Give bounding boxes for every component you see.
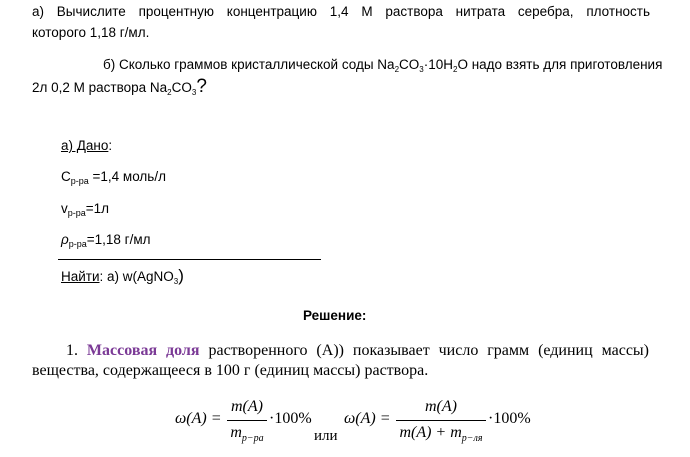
formula2-numerator: m(A) [425, 398, 457, 415]
problem-b-line1: б) Сколько граммов кристаллической соды $Na_2CO_3\cdot 10H_2O$ надо взять для приготовления [103, 57, 663, 74]
formula-mass-fraction-2 [344, 398, 544, 448]
formula1-numerator: m(A) [231, 398, 263, 415]
problem-a-line2: которого 1,18 г/мл. [32, 25, 150, 40]
formula2-tail: ·100% [488, 410, 531, 427]
given-concentration: $C_{р-ра} =1,4$ моль/л [61, 169, 166, 186]
formula2-fraction [396, 398, 486, 448]
problem-b-line2: 2л 0,2 М раствора $Na_2CO_3$? [32, 76, 207, 97]
formula1-denominator: $m_{р-ра}$ [230, 424, 264, 444]
solution-title: Решение: [303, 308, 367, 323]
given-divider [58, 259, 321, 260]
formula1-tail: ·100% [269, 410, 312, 427]
find-line: Найти: а) w(AgNO$_3$) [61, 266, 184, 286]
solution-paragraph-line2: вещества, содержащееся в 100 г (единиц массы) раствора. [32, 362, 429, 379]
given-density: $\rho_{р-ра}=1,18$ г/мл [61, 232, 151, 249]
formula2-lhs: ω(A) = [344, 410, 391, 427]
formula2-fraction-bar [396, 420, 486, 421]
given-volume: $v_{р-ра}=1л$ [61, 201, 110, 218]
formula2-denominator: $m(A) + m_{р-ля}$ [399, 424, 483, 444]
formula1-fraction-bar [227, 420, 267, 421]
problem-a-line1: а) Вычислите процентную концентрацию 1,4 М раствора нитрата серебра, плотность [32, 4, 650, 19]
solution-paragraph-line1: 1. Массовая доля растворенного (А)) показывает число грамм (единиц массы) [66, 342, 649, 359]
given-heading: а) Дано: [61, 138, 113, 153]
formula-or-word: или [314, 428, 338, 444]
formula1-fraction [227, 398, 267, 448]
formula1-lhs: ω(A) = [175, 410, 222, 427]
formula-mass-fraction-1 [175, 398, 325, 448]
